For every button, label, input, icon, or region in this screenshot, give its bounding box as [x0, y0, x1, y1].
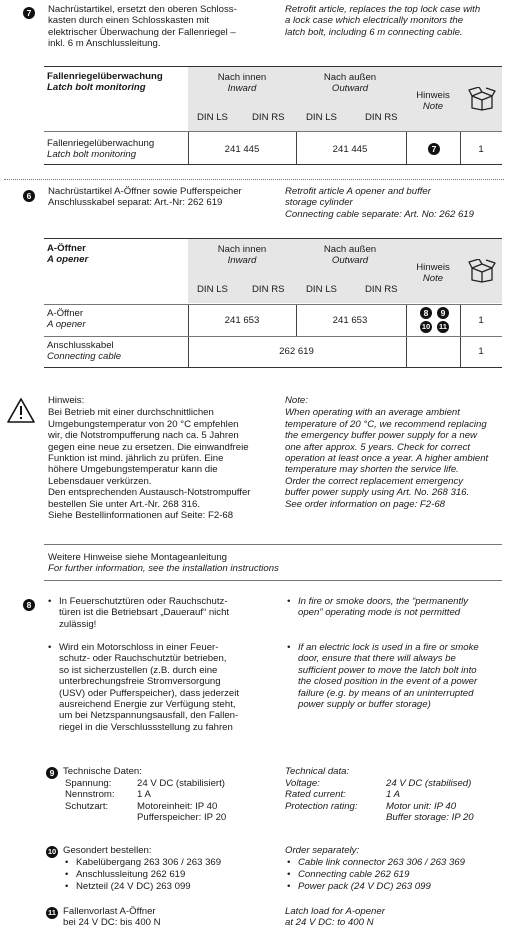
tech-data-labels-en — [285, 778, 358, 812]
further-info-de: Weitere Hinweise siehe Montageanleitung — [48, 552, 228, 563]
retrofit-opener-text-de — [48, 186, 242, 209]
spec-value: 1 A — [386, 789, 401, 801]
hint-en — [285, 395, 488, 510]
cell-quantity: 1 — [478, 144, 484, 155]
header-note — [410, 262, 456, 285]
text-line: buffer power supply using Art. No. 268 316. — [285, 487, 470, 499]
list-item — [59, 642, 239, 733]
col-din-rs-inward: DIN RS — [252, 284, 285, 295]
row-label-en: Connecting cable — [47, 351, 122, 363]
text-line: inkl. 6 m Anschlussleitung. — [48, 38, 161, 50]
note-badge-11: 11 — [437, 321, 449, 333]
divider — [296, 132, 297, 164]
header-inward-en: Inward — [227, 255, 257, 267]
note-badge-8: 8 — [23, 599, 35, 611]
row-label-de: Anschlusskabel — [47, 340, 114, 351]
text-line: Siehe Bestellinformationen auf Seite: F2-68 — [48, 510, 234, 522]
latch-load-en — [285, 906, 385, 929]
header-inward — [193, 244, 291, 267]
text-line: zulässig! — [59, 618, 97, 630]
table-row-label — [47, 308, 86, 331]
header-outward-en: Outward — [331, 83, 369, 95]
text-line: Nachrüstartikel, ersetzt den oberen Schloss- — [48, 4, 237, 15]
header-note — [410, 90, 456, 113]
text-line: the closed position in the event of a power — [298, 676, 478, 688]
list-item: • Kabelübergang 263 306 / 263 369 — [76, 857, 221, 868]
further-info-en: For further information, see the installation instructions — [48, 563, 279, 575]
col-din-ls-inward: DIN LS — [197, 284, 228, 295]
cell-quantity: 1 — [478, 346, 484, 357]
cell-outward-article: 241 445 — [332, 144, 368, 155]
tech-data-values-en — [386, 778, 474, 824]
retrofit-monitoring-text-de — [48, 4, 237, 50]
text-line: Funktion ist mind. jährlich zu prüfen. Eine — [48, 453, 224, 465]
text-line: Lebensdauer verkürzen. — [48, 475, 152, 487]
note-badge-8: 8 — [420, 307, 432, 319]
table-row-label — [47, 138, 154, 161]
text-line: a lock case which electrically monitors the — [285, 15, 464, 27]
note-badge-9: 9 — [437, 307, 449, 319]
text-line: • In Feuerschutztüren oder Rauchschutz- — [59, 596, 228, 607]
text-line: the emergency buffer power supply for a new — [285, 430, 477, 442]
list-item: • Anschlussleitung 262 619 — [76, 869, 185, 880]
text-line: sufficient power to move the latch bolt into — [298, 664, 477, 676]
list-item: • Netzteil (24 V DC) 263 099 — [76, 881, 191, 892]
header-outward-de: Nach außen — [323, 72, 377, 83]
text-line: wir, die Notstrompufferung nach ca. 5 Jahren — [48, 430, 239, 442]
text-line: Retrofit article, replaces the top lock case with — [285, 4, 481, 15]
retrofit-monitoring-text-en — [285, 4, 480, 38]
further-info — [48, 552, 279, 575]
divider — [44, 164, 502, 165]
header-outward-en: Outward — [331, 255, 369, 267]
text-line: failure (e.g. by means of an uninterrupted — [298, 687, 474, 699]
divider — [460, 305, 461, 336]
text-line: storage cylinder — [285, 197, 353, 209]
list-item: • Power pack (24 V DC) 263 099 — [298, 881, 431, 892]
header-note-de: Hinweis — [416, 90, 450, 101]
text-line: kasten durch einen Schlosskasten mit — [48, 15, 210, 27]
row-label-de: A-Öffner — [47, 308, 84, 319]
text-line: See order information on page: F2-68 — [285, 498, 445, 510]
tech-data-labels-de — [65, 778, 115, 812]
text-line: Connecting cable separate: Art. No: 262 619 — [285, 208, 474, 220]
list-item: • Cable link connector 263 306 / 263 369 — [298, 857, 465, 868]
text-line: Fallenvorlast A-Öffner — [63, 906, 156, 917]
hint-title-de: Hinweis: — [48, 395, 85, 406]
row-label-en: Latch bolt monitoring — [47, 149, 137, 161]
table-title-en: A opener — [47, 254, 89, 265]
text-line: elektrischer Überwachung der Fallenriegel – — [48, 26, 236, 38]
divider — [460, 132, 461, 164]
retrofit-opener-text-en — [285, 186, 474, 220]
text-line: Nachrüstartikel A-Öffner sowie Pufferspeicher — [48, 186, 242, 197]
divider — [44, 304, 502, 305]
divider — [44, 580, 502, 581]
note-badge-10: 10 — [421, 322, 431, 331]
text-line: • If an electric lock is used in a fire or smoke — [298, 642, 479, 653]
table-row-label — [47, 340, 121, 363]
tech-data-values-de — [137, 778, 226, 824]
note-badge-9: 9 — [46, 767, 58, 779]
text-line: one after approx. 5 years. Check for correct — [285, 441, 471, 453]
text-line: operation at least once a year. A higher ambient — [285, 453, 489, 465]
note-badge-11: 11 — [46, 907, 58, 919]
text-line: • In fire or smoke doors, the “permanently — [298, 596, 469, 607]
col-din-rs-inward: DIN RS — [252, 112, 285, 123]
text-line: (USV) oder Pufferspeicher), dass jederzeit — [59, 687, 240, 699]
divider — [44, 544, 502, 545]
divider — [296, 305, 297, 336]
warning-triangle-icon — [6, 397, 36, 424]
spec-value: 24 V DC (stabilised) — [386, 778, 472, 789]
text-line: höhere Umgebungstemperatur kann die — [48, 464, 218, 476]
header-inward-en: Inward — [227, 83, 257, 95]
text-line: open” operating mode is not permitted — [298, 607, 461, 619]
col-din-ls-outward: DIN LS — [306, 284, 337, 295]
text-line: When operating with an average ambient — [285, 407, 460, 419]
text-line: power supply or buffer storage) — [298, 699, 431, 711]
list-item — [298, 642, 479, 710]
table-title-de: A-Öffner — [47, 243, 86, 254]
header-inward-de: Nach innen — [217, 72, 267, 83]
text-line: schutz- oder Rauchschutztür betrieben, — [59, 653, 227, 665]
col-din-rs-outward: DIN RS — [365, 284, 398, 295]
col-din-rs-outward: DIN RS — [365, 112, 398, 123]
table-title-en: Latch bolt monitoring — [47, 82, 146, 93]
list-item — [59, 596, 229, 630]
text-line: riegel in die Verschlussstellung zu fahren — [59, 721, 233, 733]
cell-outward-article: 241 653 — [332, 315, 368, 326]
text-line: bestellen Sie unter Art.-Nr. 268 316. — [48, 498, 200, 510]
divider — [406, 305, 407, 336]
col-din-ls-outward: DIN LS — [306, 112, 337, 123]
text-line: um bei Netzspannungsausfall, den Fallen- — [59, 710, 239, 722]
note-badge-7: 7 — [428, 143, 440, 155]
divider — [406, 337, 407, 367]
header-note-de: Hinweis — [416, 262, 450, 273]
spec-label: Voltage: — [285, 778, 320, 789]
list-item — [298, 596, 468, 619]
text-line: temperature may shorten the service life. — [285, 464, 459, 476]
spec-label: Schutzart: — [65, 800, 109, 812]
hint-de — [48, 395, 250, 521]
divider — [406, 132, 407, 164]
spec-label: Rated current: — [285, 789, 346, 801]
spec-value: 1 A — [137, 789, 151, 801]
text-line: door, ensure that there will always be — [298, 653, 456, 665]
cell-cable-article: 262 619 — [279, 346, 314, 357]
note-badge-10: 10 — [47, 847, 57, 856]
text-line: unterbrechungsfreie Stromversorgung — [59, 676, 221, 688]
text-line: at 24 V DC: to 400 N — [285, 917, 374, 929]
spec-value: Motor unit: IP 40 — [386, 800, 457, 812]
text-line: Anschlusskabel separat: Art.-Nr: 262 619 — [48, 197, 223, 209]
divider — [188, 337, 189, 367]
divider — [44, 367, 502, 368]
cell-inward-article: 241 653 — [224, 315, 260, 326]
text-line: Retrofit article A opener and buffer — [285, 186, 431, 197]
note-badge-7: 7 — [23, 7, 35, 19]
spec-value: Motoreinheit: IP 40 — [137, 800, 218, 812]
spec-label: Protection rating: — [285, 800, 358, 812]
hint-title-en: Note: — [285, 395, 308, 406]
text-line: türen ist die Betriebsart „Dauerauf“ nicht — [59, 607, 230, 619]
row-label-de: Fallenriegelüberwachung — [47, 138, 155, 149]
header-outward — [300, 72, 400, 95]
divider — [188, 132, 189, 164]
spec-value: Buffer storage: IP 20 — [386, 812, 474, 824]
text-line: Den entsprechenden Austausch-Notstrompuffer — [48, 487, 251, 499]
text-line: gegen eine neue zu ersetzen. Die einwandfreie — [48, 441, 249, 453]
text-line: ausreichend Energie zur Verfügung steht, — [59, 699, 236, 711]
col-din-ls-inward: DIN LS — [197, 112, 228, 123]
text-line: • Wird ein Motorschloss in einer Feuer- — [59, 642, 219, 653]
cell-inward-article: 241 445 — [224, 144, 260, 155]
header-inward-de: Nach innen — [217, 244, 267, 255]
tech-data-title-en: Technical data: — [285, 766, 350, 777]
header-outward-de: Nach außen — [323, 244, 377, 255]
package-box-icon — [468, 259, 496, 283]
divider — [188, 305, 189, 336]
header-inward — [193, 72, 291, 95]
spec-value: Pufferspeicher: IP 20 — [137, 812, 227, 824]
text-line: bei 24 V DC: bis 400 N — [63, 917, 161, 929]
latch-load-de — [63, 906, 161, 929]
header-outward — [300, 244, 400, 267]
text-line: latch bolt, including 6 m connecting cable. — [285, 26, 463, 38]
text-line: Umgebungstemperatur von 20 °C empfehlen — [48, 418, 239, 430]
text-line: so ist sicherzustellen (z.B. durch eine — [59, 664, 218, 676]
cell-quantity: 1 — [478, 315, 484, 326]
header-note-en: Note — [422, 101, 444, 113]
order-separately-title-en: Order separately: — [285, 845, 360, 856]
tech-data-title-de: Technische Daten: — [63, 766, 142, 777]
row-label-en: A opener — [47, 319, 86, 331]
divider — [44, 131, 502, 132]
spec-label: Nennstrom: — [65, 789, 115, 801]
text-line: Bei Betrieb mit einer durchschnittlichen — [48, 407, 214, 419]
list-item: • Connecting cable 262 619 — [298, 869, 409, 880]
text-line: Order the correct replacement emergency — [285, 475, 464, 487]
divider — [44, 336, 502, 337]
header-note-en: Note — [422, 273, 444, 285]
spec-value: 24 V DC (stabilisiert) — [137, 778, 225, 789]
divider — [460, 337, 461, 367]
spec-label: Spannung: — [65, 778, 112, 789]
order-separately-title-de: Gesondert bestellen: — [63, 845, 152, 856]
section-separator — [4, 179, 504, 180]
note-badge-6: 6 — [23, 190, 35, 202]
text-line: temperature of 20 °C, we recommend replacing — [285, 418, 487, 430]
package-box-icon — [468, 87, 496, 111]
table-title-de: Fallenriegelüberwachung — [47, 71, 163, 82]
text-line: Latch load for A-opener — [285, 906, 385, 917]
